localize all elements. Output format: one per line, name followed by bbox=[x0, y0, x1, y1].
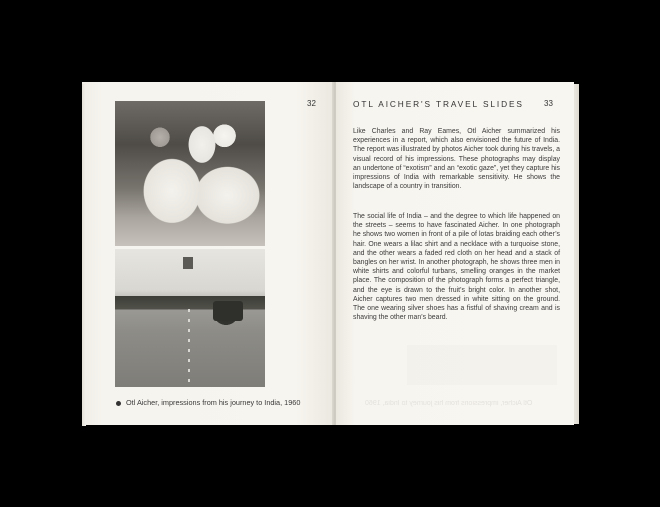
page-number-right: 33 bbox=[544, 99, 553, 108]
caption-text: Otl Aicher, impressions from his journey to India, 1960 bbox=[126, 398, 301, 407]
shaving-scene-photo bbox=[115, 101, 265, 246]
show-through-caption: Otl Aicher, impressions from his journey to India, 1960 bbox=[365, 400, 533, 407]
left-page-edge bbox=[82, 84, 86, 426]
running-head: OTL AICHER'S TRAVEL SLIDES bbox=[353, 99, 524, 109]
right-page-edge bbox=[574, 84, 579, 424]
page-number-left: 32 bbox=[307, 99, 316, 108]
show-through-photo bbox=[407, 345, 557, 385]
bullet-icon bbox=[116, 401, 121, 406]
car-shape bbox=[213, 301, 243, 321]
lane-marking bbox=[188, 309, 190, 387]
india-gate-shape bbox=[183, 257, 193, 269]
body-paragraph-2: The social life of India – and the degree to which life happened on the streets – seems to have fascinated Aicher. In one photograph he shows two women in front of a pile of lotas braiding each other’s hair. One wears a lilac shirt and a necklace with a turquoise stone, and the other wears a faded red cloth on her head and a stack of bangles on her wrist. In another photograph, he shows three men in white shirts and colorful turbans, smelling oranges in the market place. The composition of the photograph forms a perfect triangle, and the eye is drawn to the fruit’s bright color. In another shot, Aicher captures two men dressed in white sitting on the ground. The one wearing silver shoes has a fistful of shaving cream and is shaving the other man’s beard. bbox=[353, 213, 560, 322]
photo-caption bbox=[116, 398, 300, 407]
body-paragraph-1: Like Charles and Ray Eames, Otl Aicher summarized his experiences in a report, which also envisioned the future of India. The report was illustrated by photos Aicher took during his travels, a visual record of his impressions. These photographs may display an undertone of “exotism” and an “exotic gaze”, yet they capture his impressions of India with remarkable sensitivity. He shows the landscape of a country in transition. bbox=[353, 128, 560, 191]
rajpath-india-gate-photo bbox=[115, 249, 265, 387]
